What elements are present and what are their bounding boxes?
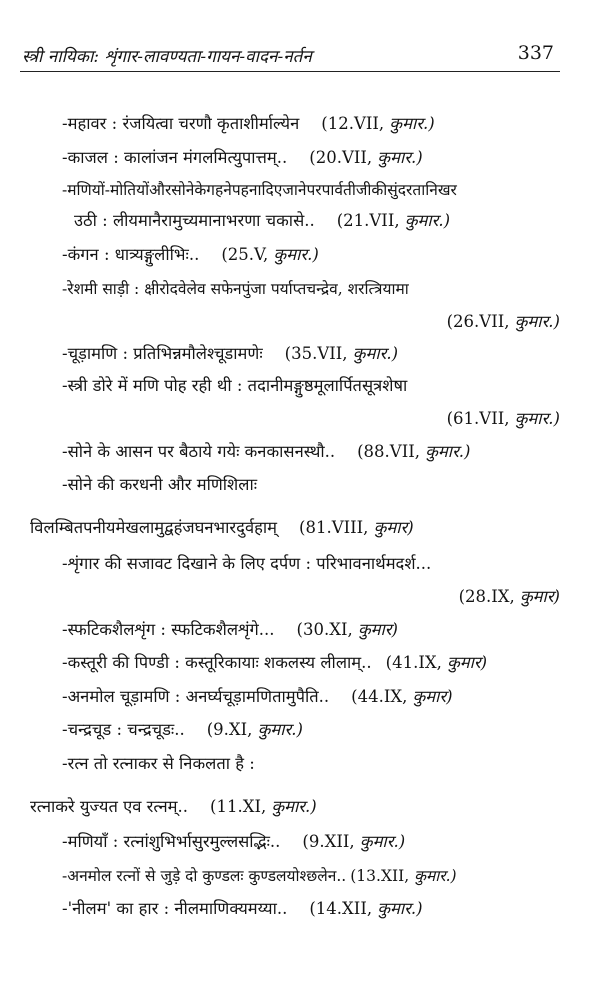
line-text: -चूड़ामणि : प्रतिभिन्नमौलेश्चूडामणेः: [62, 344, 263, 363]
reference: [302, 832, 405, 851]
reference-number: (11.XI,: [210, 797, 267, 816]
reference: [459, 587, 560, 606]
line-text: -रत्न तो रत्नाकर से निकलता है :: [62, 754, 255, 773]
text-line: [62, 440, 471, 464]
reference-source: कुमार.): [257, 720, 303, 739]
reference: [285, 344, 398, 363]
reference: [386, 653, 487, 672]
reference-source: कुमार.): [414, 867, 457, 885]
line-text: -कस्तूरी की पिण्डी : कस्तूरिकायाः शकलस्य लीलाम्..: [62, 653, 372, 672]
reference-number: (61.VII,: [446, 409, 510, 428]
line-text: उठी : लीयमानैरामुच्यमानाभरणा चकासे..: [74, 211, 315, 230]
reference-source: कुमार): [520, 587, 560, 606]
reference-source: कुमार): [373, 518, 414, 537]
text-line: [62, 752, 255, 776]
reference-number: (44.IX,: [351, 687, 408, 706]
reference: [447, 409, 560, 428]
reference-number: (13.XII,: [350, 867, 410, 885]
running-header-title: स्त्री नायिका: शृंगार-लावण्यता-गायन-वादन-नर्तन: [22, 47, 312, 67]
reference: [309, 899, 422, 918]
reference-number: (35.VII,: [284, 344, 348, 363]
text-line: [30, 795, 317, 819]
line-text: रत्नाकरे युज्यत एव रत्नम्..: [30, 797, 189, 816]
reference-number: (14.XII,: [309, 899, 373, 918]
line-text: -चन्द्रचूड : चन्द्रचूडः..: [62, 720, 185, 739]
line-text: -शृंगार की सजावट दिखाने के लिए दर्पण : परिभावनार्थमदर्श...: [62, 554, 432, 573]
line-text: विलम्बितपनीयमेखलामुद्वहंजघनभारदुर्वहाम्: [30, 518, 278, 537]
header-rule: [20, 71, 560, 72]
reference: [337, 211, 450, 230]
text-line: [62, 552, 431, 576]
reference-source: कुमार.): [359, 832, 406, 851]
line-text: -मणियों-मोतियोंऔरसोनेकेगहनेपहनादिएजानेपरपार्वतीजीकीसुंदरतानिखर: [62, 181, 457, 199]
text-line: [62, 243, 319, 267]
text-line: [62, 473, 257, 497]
reference-number: (26.VII,: [446, 312, 510, 331]
reference: [350, 867, 456, 885]
reference: [447, 312, 560, 331]
reference: [207, 720, 303, 739]
text-line: [62, 112, 435, 136]
reference: [221, 245, 318, 264]
reference-source: कुमार.): [271, 797, 317, 816]
reference-source: कुमार.): [514, 312, 560, 331]
text-line: [459, 585, 560, 609]
reference-source: कुमार.): [377, 899, 423, 918]
reference-number: (21.VII,: [336, 211, 400, 230]
text-line: [62, 864, 457, 888]
reference-number: (20.VII,: [309, 148, 373, 167]
reference: [321, 114, 434, 133]
reference: [309, 148, 422, 167]
reference-source: कुमार.): [273, 245, 319, 264]
reference-source: कुमार.): [377, 148, 423, 167]
reference-number: (9.XI,: [206, 720, 253, 739]
line-text: -रेशमी साड़ी : क्षीरोदवेलेव सफेनपुंजा पर्याप्तचन्द्रेव, शरत्त्रियामा: [62, 280, 409, 298]
reference-number: (88.VII,: [357, 442, 420, 461]
line-text: -अनमोल रत्नों से जुड़े दो कुण्डलः कुण्डलयोश्छलेन..: [62, 867, 347, 885]
reference-source: कुमार.): [352, 344, 399, 363]
reference-source: कुमार.): [514, 409, 560, 428]
reference-source: कुमार): [357, 620, 398, 639]
text-line: [62, 374, 407, 398]
text-line: [62, 342, 398, 366]
reference-source: कुमार): [447, 653, 488, 672]
reference-source: कुमार.): [404, 211, 451, 230]
line-text: -सोने की करधनी और मणिशिलाः: [62, 475, 258, 494]
reference: [351, 687, 452, 706]
text-line: [447, 407, 560, 431]
line-text: -महावर : रंजयित्वा चरणौ कृताशीर्माल्येन: [62, 114, 300, 133]
line-text: -अनमोल चूड़ामणि : अनर्घ्यचूड़ामणितामुपैति..: [62, 687, 330, 706]
reference-source: कुमार.): [389, 114, 435, 133]
line-text: -स्त्री डोरे में मणि पोह रही थी : तदानीमङ्गुष्ठमूलार्पितसूत्रशेषा: [62, 376, 408, 395]
reference: [297, 620, 398, 639]
line-text: -काजल : कालांजन मंगलमित्युपात्तम्..: [62, 148, 288, 167]
reference-number: (41.IX,: [385, 653, 442, 672]
reference: [299, 518, 414, 537]
reference-source: कुमार.): [425, 442, 471, 461]
line-text: -'नीलम' का हार : नीलमाणिक्यमय्या..: [62, 899, 288, 918]
text-line: [62, 146, 423, 170]
reference-number: (25.V,: [221, 245, 269, 264]
text-line: [62, 718, 303, 742]
page-number: 337: [517, 42, 554, 64]
text-line: [62, 651, 487, 675]
reference: [210, 797, 317, 816]
text-line: [62, 277, 409, 301]
text-line: [30, 516, 414, 540]
reference-number: (81.VIII,: [299, 518, 369, 537]
text-line: [62, 178, 457, 202]
reference-number: (12.VII,: [321, 114, 385, 133]
reference-number: (28.IX,: [458, 587, 515, 606]
text-line: [74, 209, 450, 233]
text-line: [447, 310, 560, 334]
text-line: [62, 897, 423, 921]
text-line: [62, 618, 398, 642]
text-line: [62, 685, 453, 709]
line-text: -मणियाँ : रत्नांशुभिर्भासुरमुल्लसद्भिः..: [62, 832, 281, 851]
text-line: [62, 830, 405, 854]
reference-number: (9.XII,: [302, 832, 355, 851]
reference-source: कुमार): [412, 687, 453, 706]
line-text: -स्फटिकशैलशृंग : स्फटिकशैलशृंगे...: [62, 620, 275, 639]
line-text: -सोने के आसन पर बैठाये गयेः कनकासनस्थौ..: [62, 442, 336, 461]
reference-number: (30.XI,: [296, 620, 353, 639]
reference: [357, 442, 470, 461]
line-text: -कंगन : धात्र्यङ्गुलीभिः..: [62, 245, 200, 264]
